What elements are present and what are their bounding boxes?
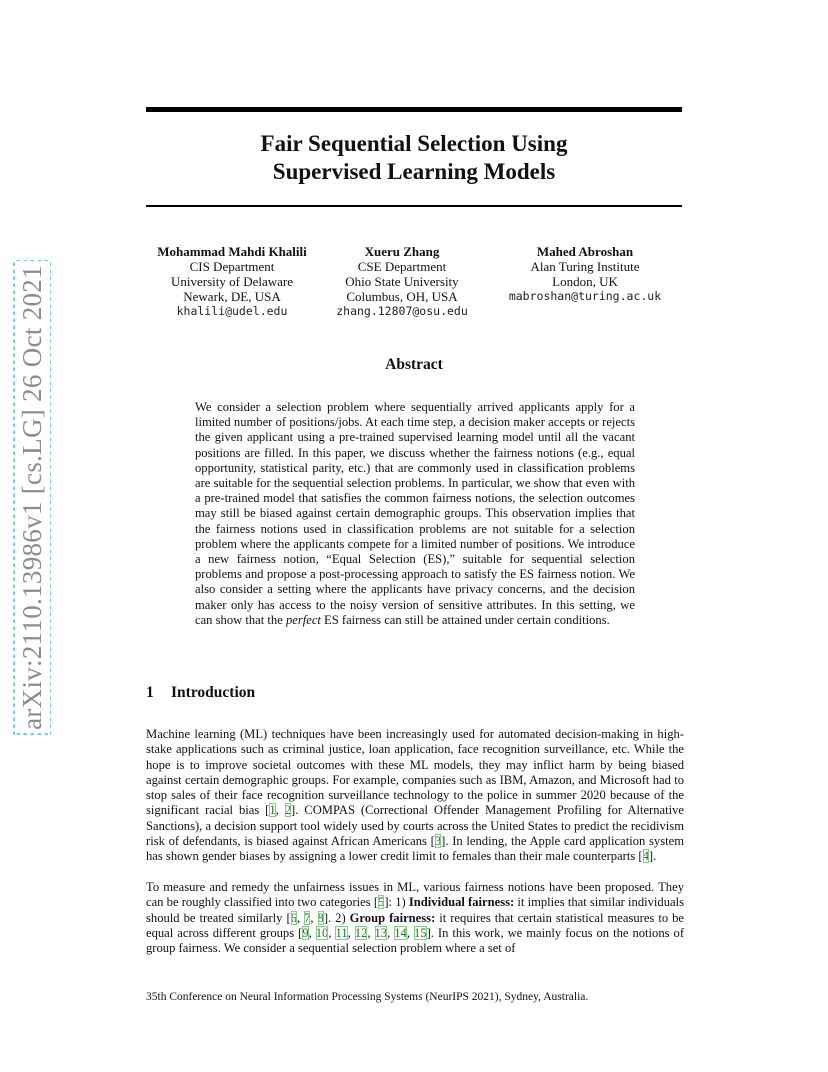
paragraph-text: ]. [648, 849, 657, 864]
title-top-rule [146, 107, 682, 112]
paragraph-text: ]: 1) [384, 895, 409, 910]
author-department: CIS Department [189, 259, 275, 274]
author-abroshan [490, 244, 680, 304]
citation-link[interactable]: 7 [304, 910, 311, 925]
abstract-italic-word: perfect [285, 612, 321, 627]
author-department: Alan Turing Institute [530, 259, 640, 274]
arxiv-identifier-stamp[interactable]: arXiv:2110.13986v1 [cs.LG] 26 Oct 2021 [13, 260, 51, 735]
citation-link[interactable]: 5 [378, 895, 385, 910]
citation-separator: , [328, 925, 336, 940]
paragraph-text: ]. COMPAS (Correctional Offender Management Profiling for Alternative Sanctions), a decision support tool widely used by courts across the United States to predict the recidivism risk of defendants, is biased against African Americans [ [146, 803, 684, 849]
abstract-heading: Abstract [385, 356, 443, 373]
citation-link[interactable]: 3 [434, 834, 442, 849]
author-name: Mohammad Mahdi Khalili [157, 244, 307, 259]
citation-separator: , [310, 910, 318, 925]
author-email[interactable]: khalili@udel.edu [176, 304, 288, 318]
paragraph-text: it requires that certain statistical measures to be equal across different groups [ [146, 910, 684, 940]
author-institution: University of Delaware [170, 274, 293, 289]
citation-separator: , [406, 925, 414, 940]
citation-link[interactable]: 6 [290, 910, 297, 925]
section-title: Introduction [171, 684, 256, 701]
paragraph-text: ]. In this work, we mainly focus on the notions of group fairness. We consider a sequential selection problem where a set of [146, 925, 685, 956]
paragraph-text: ]. 2) [323, 910, 350, 925]
author-department: CSE Department [357, 259, 447, 274]
citation-separator: , [347, 925, 355, 940]
bold-term-group-fairness: Group fairness: [349, 910, 436, 925]
title-line-1: Fair Sequential Selection Using [260, 131, 568, 156]
author-name: Mahed Abroshan [536, 244, 634, 259]
intro-paragraph-1 [146, 727, 684, 865]
citation-link[interactable]: 1 [269, 803, 276, 818]
citation-separator: , [296, 910, 305, 925]
paragraph-text: ]. In lending, the Apple card application system has shown gender biases by assigning a lower credit limit to females than their male counterparts [ [146, 834, 684, 864]
conference-footnote: 35th Conference on Neural Information Processing Systems (NeurIPS 2021), Sydney, Australia. [146, 991, 589, 1003]
citation-separator: , [275, 803, 285, 818]
citation-link[interactable]: 8 [317, 910, 324, 925]
author-institution: London, UK [552, 274, 618, 289]
citation-link[interactable]: 9 [302, 925, 309, 940]
author-name: Xueru Zhang [364, 244, 440, 259]
paragraph-text: To measure and remedy the unfairness issues in ML, various fairness notions have been proposed. They can be roughly classified into two categories [ [146, 880, 684, 910]
intro-paragraph-2 [146, 880, 684, 956]
citation-link[interactable]: 12 [354, 925, 368, 940]
author-zhang [320, 244, 484, 319]
author-institution: Ohio State University [345, 274, 459, 289]
citation-separator: , [387, 925, 395, 940]
citation-link[interactable]: 11 [335, 925, 348, 940]
citation-separator: , [308, 925, 316, 940]
citation-link[interactable]: 15 [413, 925, 427, 940]
paragraph-text: Machine learning (ML) techniques have been increasingly used for automated decision-making in high-stake applications such as criminal justice, loan application, face recognition surveillance, etc. While the hope is to improve societal outcomes with these ML models, they may inflict harm by being biased against certain demographic groups. For example, companies such as IBM, Amazon, and Microsoft had to stop sales of their face recognition surveillance technology to the police in summer 2020 because of the significant racial bias [ [146, 727, 684, 818]
author-email[interactable]: zhang.12807@osu.edu [336, 304, 468, 318]
paragraph-text: it implies that similar individuals should be treated similarly [ [146, 895, 685, 925]
bold-term-individual-fairness: Individual fairness: [408, 895, 515, 910]
paper-title [146, 130, 682, 186]
title-bottom-rule [146, 205, 682, 207]
abstract-text-part: We consider a selection problem where sequentially arrived applicants apply for a limited number of positions/jobs. At each time step, a decision maker accepts or rejects the given applicant using a pre-trained supervised learning model until all the vacant positions are filled. In this paper, we discuss whether the fairness notions (e.g., equal opportunity, statistical parity, etc.) that are commonly used in classification problems are suitable for the sequential selection problems. In particular, we show that even with a pre-trained model that satisfies the common fairness notions, the selection outcomes may still be biased against certain demographic groups. This observation implies that the fairness notions used in classification problems are not suitable for a selection problem where the applicants compete for a limited number of positions. We introduce a new fairness notion, “Equal Selection (ES),” suitable for sequential selection problems and propose a post-processing approach to satisfy the ES fairness notion. We also consider a setting where the applicants have privacy concerns, and the decision maker only has access to the noisy version of sensitive attributes. In this setting, we can show that the [195, 400, 635, 627]
citation-link[interactable]: 13 [374, 925, 388, 940]
title-line-2: Supervised Learning Models [272, 159, 556, 184]
abstract-text-part: ES fairness can still be attained under certain conditions. [320, 612, 610, 627]
author-khalili [148, 244, 316, 319]
author-block [0, 244, 828, 324]
abstract-text [195, 400, 635, 628]
section-number: 1 [146, 684, 154, 701]
citation-link[interactable]: 4 [642, 849, 649, 864]
citation-link[interactable]: 2 [284, 803, 292, 818]
citation-link[interactable]: 10 [315, 925, 329, 940]
section-heading-introduction [146, 684, 255, 702]
citation-link[interactable]: 14 [394, 925, 407, 940]
author-location: Newark, DE, USA [183, 289, 281, 304]
author-email[interactable]: mabroshan@turing.ac.uk [508, 289, 662, 303]
author-location: Columbus, OH, USA [346, 289, 458, 304]
citation-separator: , [367, 925, 375, 940]
